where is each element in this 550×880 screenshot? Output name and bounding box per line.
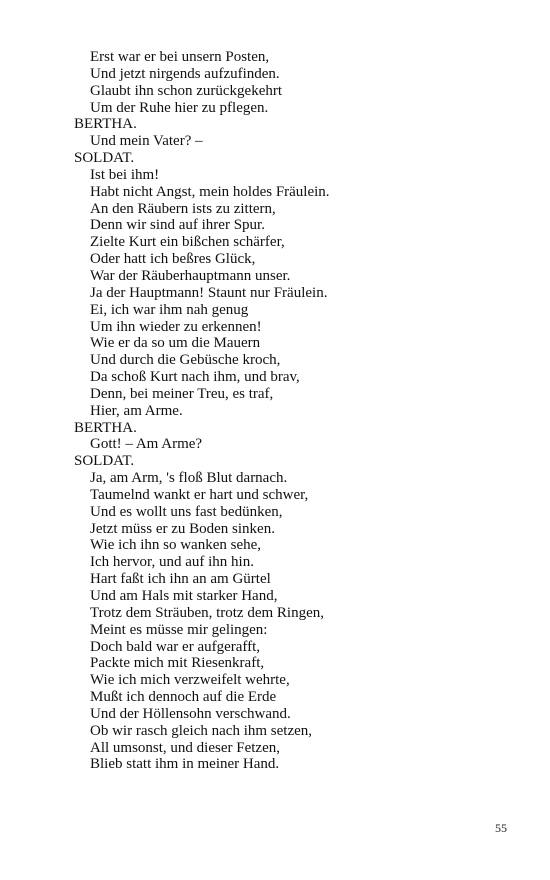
play-text [74, 49, 514, 773]
verse-line: Und der Höllensohn verschwand. [90, 705, 291, 722]
verse-line: Meint es müsse mir gelingen: [90, 621, 268, 638]
verse-line: Denn, bei meiner Treu, es traf, [90, 385, 274, 402]
verse-line: Und durch die Gebüsche kroch, [90, 352, 281, 369]
verse-line: Hart faßt ich ihn an am Gürtel [90, 571, 271, 588]
verse-line: Denn wir sind auf ihrer Spur. [90, 217, 265, 234]
verse-line: Da schoß Kurt nach ihm, und brav, [90, 369, 300, 386]
verse-line: Gott! – Am Arme? [90, 436, 203, 453]
verse-line: Erst war er bei unsern Posten, [90, 49, 270, 65]
verse-line: Wie ich mich verzweifelt wehrte, [90, 672, 290, 689]
verse-line: Und mein Vater? – [90, 133, 203, 150]
verse-line: Ich hervor, und auf ihn hin. [90, 554, 254, 571]
page-number: 55 [495, 821, 507, 835]
verse-line: Wie ich ihn so wanken sehe, [90, 537, 262, 554]
verse-line: Hier, am Arme. [90, 402, 183, 419]
verse-line: Ei, ich war ihm nah genug [90, 301, 249, 318]
verse-line: Wie er da so um die Mauern [90, 335, 261, 352]
verse-line: Zielte Kurt ein bißchen schärfer, [90, 234, 285, 251]
speaker-name: BERTHA. [74, 419, 137, 436]
verse-line: Trotz dem Sträuben, trotz dem Ringen, [90, 604, 324, 621]
verse-line: Ob wir rasch gleich nach ihm setzen, [90, 722, 313, 739]
verse-line: Um der Ruhe hier zu pflegen. [90, 99, 269, 116]
verse-line: Jetzt müss er zu Boden sinken. [90, 520, 275, 537]
verse-line: Glaubt ihn schon zurückgekehrt [90, 82, 283, 99]
verse-line: An den Räubern ists zu zittern, [90, 200, 276, 217]
speaker-name: BERTHA. [74, 116, 137, 133]
verse-line: Blieb statt ihm in meiner Hand. [90, 756, 280, 773]
verse-line: Um ihn wieder zu erkennen! [90, 318, 262, 335]
verse-line: Und es wollt uns fast bedünken, [90, 503, 283, 520]
verse-line: Taumelnd wankt er hart und schwer, [90, 486, 309, 503]
verse-line: Doch bald war er aufgerafft, [90, 638, 261, 655]
speaker-name: SOLDAT. [74, 453, 135, 470]
verse-line: Ja, am Arm, 's floß Blut darnach. [90, 470, 288, 487]
verse-line: Ja der Hauptmann! Staunt nur Fräulein. [90, 284, 328, 301]
verse-line: Oder hatt ich beßres Glück, [90, 251, 256, 268]
verse-line: Und jetzt nirgends aufzufinden. [90, 65, 280, 82]
verse-line: War der Räuberhauptmann unser. [90, 267, 291, 284]
verse-line: Mußt ich dennoch auf die Erde [90, 689, 277, 706]
verse-line: Ist bei ihm! [90, 166, 160, 183]
verse-line: All umsonst, und dieser Fetzen, [90, 739, 280, 756]
speaker-name: SOLDAT. [74, 150, 135, 167]
verse-line: Packte mich mit Riesenkraft, [90, 655, 265, 672]
verse-line: Habt nicht Angst, mein holdes Fräulein. [90, 183, 330, 200]
verse-line: Und am Hals mit starker Hand, [90, 588, 278, 604]
